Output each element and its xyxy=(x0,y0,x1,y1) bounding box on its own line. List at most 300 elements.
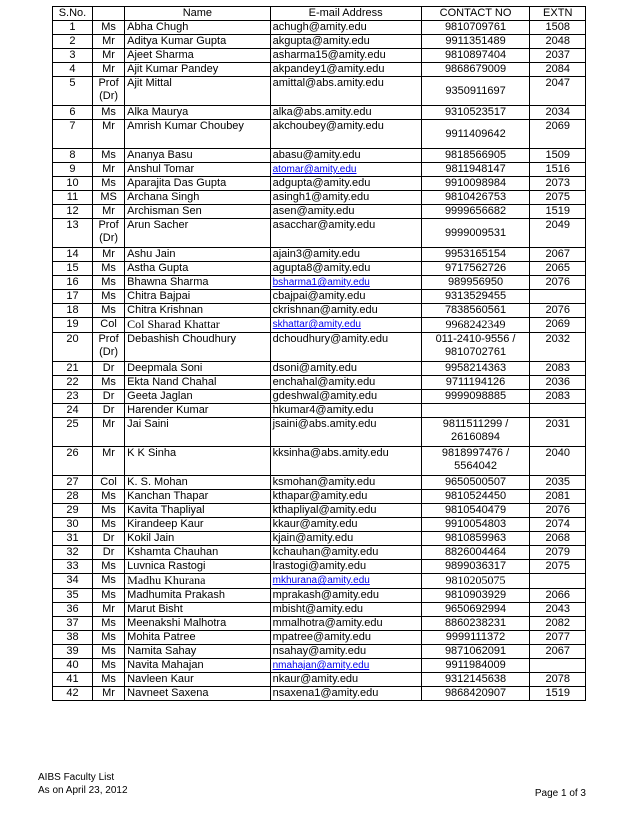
sno-cell-text: 11 xyxy=(66,191,79,203)
name-cell xyxy=(125,376,270,390)
extn-cell-text: 2049 xyxy=(545,219,570,231)
table-row xyxy=(53,106,586,120)
extn-cell xyxy=(530,106,586,120)
contact-cell xyxy=(421,574,530,589)
contact-cell xyxy=(421,603,530,617)
contact-cell xyxy=(421,418,530,447)
email-link[interactable]: atomar@amity.edu xyxy=(272,164,357,175)
title-cell-text: Dr xyxy=(102,404,115,416)
extn-cell-text: 1519 xyxy=(545,687,570,699)
sno-cell xyxy=(53,276,93,290)
title-cell xyxy=(92,617,124,631)
sno-cell-text: 2 xyxy=(69,35,76,47)
title-cell xyxy=(92,574,124,589)
extn-cell xyxy=(530,659,586,673)
contact-cell-text: 9810426753 xyxy=(444,191,507,203)
extn-cell xyxy=(530,673,586,687)
name-cell-text: Ajit Kumar Pandey xyxy=(127,63,219,75)
sno-cell xyxy=(53,318,93,333)
contact-cell xyxy=(421,77,530,106)
extn-cell xyxy=(530,518,586,532)
sno-cell-text: 22 xyxy=(66,376,79,388)
table-row xyxy=(53,687,586,701)
sno-cell xyxy=(53,49,93,63)
email-cell[interactable] xyxy=(270,163,421,177)
title-cell xyxy=(92,163,124,177)
name-cell-text: Anshul Tomar xyxy=(127,163,195,175)
email-cell xyxy=(270,304,421,318)
name-cell xyxy=(125,546,270,560)
email-cell-text: jsaini@abs.amity.edu xyxy=(272,418,377,430)
extn-cell-text: 2036 xyxy=(545,376,570,388)
sno-cell-text: 3 xyxy=(69,49,76,61)
email-cell xyxy=(270,63,421,77)
name-cell xyxy=(125,205,270,219)
sno-cell-text: 9 xyxy=(69,163,76,175)
name-cell-text: Kavita Thapliyal xyxy=(127,504,205,516)
title-cell-text: Ms xyxy=(101,659,116,671)
email-cell[interactable] xyxy=(270,318,421,333)
extn-cell xyxy=(530,205,586,219)
sno-cell-text: 7 xyxy=(69,120,76,132)
extn-cell-text: 2083 xyxy=(545,362,570,374)
title-cell-text: Ms xyxy=(101,518,116,530)
email-cell xyxy=(270,631,421,645)
name-cell xyxy=(125,504,270,518)
name-cell xyxy=(125,645,270,659)
contact-cell xyxy=(421,63,530,77)
extn-cell-text: 1516 xyxy=(545,163,570,175)
title-cell-text: Mr xyxy=(102,35,115,47)
email-cell-text: asen@amity.edu xyxy=(272,205,355,217)
email-cell xyxy=(270,333,421,362)
sno-cell xyxy=(53,191,93,205)
contact-cell xyxy=(421,276,530,290)
email-cell-text: kkaur@amity.edu xyxy=(272,518,358,530)
email-link[interactable]: mkhurana@amity.edu xyxy=(272,575,370,586)
contact-cell-text: 9910054803 xyxy=(444,518,507,530)
title-cell xyxy=(92,589,124,603)
extn-cell-text: 2082 xyxy=(545,617,570,629)
extn-cell-text: 2079 xyxy=(545,546,570,558)
email-cell-text: akpandey1@amity.edu xyxy=(272,63,385,75)
table-row xyxy=(53,631,586,645)
email-cell-text: kthapar@amity.edu xyxy=(272,490,368,502)
table-row xyxy=(53,21,586,35)
extn-cell xyxy=(530,645,586,659)
email-link[interactable]: nmahajan@amity.edu xyxy=(272,660,370,671)
email-cell-text: achugh@amity.edu xyxy=(272,21,367,33)
sno-cell-text: 29 xyxy=(66,504,79,516)
sno-cell-text: 42 xyxy=(66,687,79,699)
title-cell xyxy=(92,376,124,390)
email-cell-text: kthapliyal@amity.edu xyxy=(272,504,377,516)
email-cell xyxy=(270,120,421,149)
name-cell xyxy=(125,191,270,205)
name-cell xyxy=(125,404,270,418)
email-cell-text: ksmohan@amity.edu xyxy=(272,476,376,488)
name-cell-text: Aditya Kumar Gupta xyxy=(127,35,227,47)
contact-cell-text: 9910098984 xyxy=(444,177,507,189)
extn-cell-text: 2075 xyxy=(545,191,570,203)
sno-cell-text: 25 xyxy=(66,418,79,430)
email-cell xyxy=(270,219,421,248)
contact-cell xyxy=(421,49,530,63)
email-cell xyxy=(270,418,421,447)
title-cell-text: Ms xyxy=(101,617,116,629)
sno-cell-text: 26 xyxy=(66,447,79,459)
email-cell-text: adgupta@amity.edu xyxy=(272,177,371,189)
name-cell-text: Bhawna Sharma xyxy=(127,276,209,288)
name-cell-text: Arun Sacher xyxy=(127,219,189,231)
contact-cell-text: 9811948147 xyxy=(445,163,506,175)
sno-cell xyxy=(53,659,93,673)
sno-cell xyxy=(53,106,93,120)
title-cell-text: Ms xyxy=(101,304,116,316)
email-cell-text: asharma15@amity.edu xyxy=(272,49,386,61)
contact-cell-text: 8826004464 xyxy=(444,546,507,558)
name-cell xyxy=(125,290,270,304)
name-cell-text: Archana Singh xyxy=(127,191,200,203)
email-cell-text: lrastogi@amity.edu xyxy=(272,560,367,572)
name-cell-text: Jai Saini xyxy=(127,418,169,430)
sno-cell-text: 18 xyxy=(66,304,79,316)
email-cell xyxy=(270,687,421,701)
extn-cell-text: 2065 xyxy=(545,262,570,274)
email-cell xyxy=(270,490,421,504)
contact-cell-text: 9899036317 xyxy=(444,560,507,572)
table-row xyxy=(53,290,586,304)
title-cell xyxy=(92,404,124,418)
extn-cell-text: 1509 xyxy=(545,149,570,161)
sno-cell xyxy=(53,518,93,532)
name-cell-text: K. S. Mohan xyxy=(127,476,188,488)
name-cell xyxy=(125,476,270,490)
name-cell xyxy=(125,589,270,603)
contact-cell-text: 9968242349 xyxy=(445,317,506,331)
table-row xyxy=(53,376,586,390)
sno-cell xyxy=(53,645,93,659)
extn-cell-text: 2077 xyxy=(545,631,570,643)
email-cell-text: mprakash@amity.edu xyxy=(272,589,379,601)
sno-cell xyxy=(53,504,93,518)
name-cell xyxy=(125,21,270,35)
contact-cell xyxy=(421,304,530,318)
extn-cell-text: 2035 xyxy=(545,476,570,488)
title-cell-text: Ms xyxy=(101,262,116,274)
contact-cell xyxy=(421,318,530,333)
email-cell-text: kjain@amity.edu xyxy=(272,532,354,544)
email-cell[interactable] xyxy=(270,276,421,290)
title-cell xyxy=(92,418,124,447)
title-cell xyxy=(92,149,124,163)
name-cell-text: Ekta Nand Chahal xyxy=(127,376,217,388)
name-cell-text: K K Sinha xyxy=(127,447,177,459)
contact-cell xyxy=(421,645,530,659)
contact-cell-text: 9810709761 xyxy=(444,21,507,33)
sno-cell-text: 38 xyxy=(66,631,79,643)
sno-cell-text: 40 xyxy=(66,659,79,671)
contact-cell-text: 9810540479 xyxy=(444,504,507,516)
title-cell-text: Prof (Dr) xyxy=(98,219,119,244)
email-cell xyxy=(270,532,421,546)
table-row xyxy=(53,490,586,504)
title-cell-text: MS xyxy=(100,191,117,203)
contact-cell-text: 9999111372 xyxy=(445,631,506,643)
sno-cell-text: 23 xyxy=(66,390,79,402)
email-cell xyxy=(270,645,421,659)
extn-cell xyxy=(530,120,586,149)
contact-cell-text: 9999098885 xyxy=(444,390,507,402)
sno-cell xyxy=(53,177,93,191)
name-cell-text: Abha Chugh xyxy=(127,21,189,33)
table-row xyxy=(53,262,586,276)
title-cell xyxy=(92,106,124,120)
table-row xyxy=(53,205,586,219)
title-cell xyxy=(92,276,124,290)
extn-cell-text: 2043 xyxy=(545,603,570,615)
extn-cell xyxy=(530,490,586,504)
col-sno-header: S.No. xyxy=(53,7,93,21)
name-cell xyxy=(125,318,270,333)
email-cell-text: cbajpai@amity.edu xyxy=(272,290,366,302)
title-cell xyxy=(92,490,124,504)
extn-cell xyxy=(530,262,586,276)
title-cell-text: Mr xyxy=(102,603,115,615)
title-cell-text: Dr xyxy=(102,546,115,558)
table-body xyxy=(53,21,586,701)
title-cell xyxy=(92,63,124,77)
email-cell-text: mmalhotra@amity.edu xyxy=(272,617,383,629)
email-cell xyxy=(270,77,421,106)
sno-cell-text: 34 xyxy=(66,574,79,586)
email-cell-text: abasu@amity.edu xyxy=(272,149,361,161)
email-link[interactable]: skhattar@amity.edu xyxy=(272,319,361,330)
col-contact-header: CONTACT NO xyxy=(421,7,530,21)
contact-cell xyxy=(421,532,530,546)
email-cell-text: alka@abs.amity.edu xyxy=(272,106,372,118)
table-row xyxy=(53,518,586,532)
contact-cell xyxy=(421,35,530,49)
table-row xyxy=(53,276,586,290)
name-cell-text: Kirandeep Kaur xyxy=(127,518,204,530)
contact-cell xyxy=(421,589,530,603)
sno-cell xyxy=(53,219,93,248)
extn-cell xyxy=(530,276,586,290)
email-cell[interactable] xyxy=(270,659,421,673)
contact-cell-text: 9650692994 xyxy=(444,603,507,615)
extn-cell xyxy=(530,617,586,631)
contact-cell-text: 9350911697 xyxy=(445,84,506,97)
email-cell xyxy=(270,362,421,376)
name-cell-text: Marut Bisht xyxy=(127,603,183,615)
contact-cell-text: 9911409642 xyxy=(445,127,506,140)
email-cell xyxy=(270,248,421,262)
email-cell-text: ckrishnan@amity.edu xyxy=(272,304,378,316)
table-row xyxy=(53,77,586,106)
contact-cell xyxy=(421,163,530,177)
name-cell-text: Amrish Kumar Choubey xyxy=(127,120,244,132)
extn-cell xyxy=(530,560,586,574)
contact-cell xyxy=(421,262,530,276)
name-cell xyxy=(125,149,270,163)
email-cell xyxy=(270,191,421,205)
name-cell-text: Madhumita Prakash xyxy=(127,589,225,601)
name-cell-text: Ananya Basu xyxy=(127,149,193,161)
title-cell xyxy=(92,362,124,376)
email-cell-text: kksinha@abs.amity.edu xyxy=(272,447,389,459)
title-cell xyxy=(92,248,124,262)
email-cell xyxy=(270,589,421,603)
contact-cell-text: 9810524450 xyxy=(444,490,507,502)
contact-cell xyxy=(421,333,530,362)
contact-cell xyxy=(421,177,530,191)
extn-cell xyxy=(530,603,586,617)
title-cell-text: Ms xyxy=(101,21,116,33)
sno-cell xyxy=(53,687,93,701)
extn-cell xyxy=(530,290,586,304)
sno-cell xyxy=(53,77,93,106)
contact-cell xyxy=(421,376,530,390)
email-cell xyxy=(270,504,421,518)
table-row xyxy=(53,574,586,589)
title-cell xyxy=(92,120,124,149)
sno-cell-text: 27 xyxy=(66,476,79,488)
name-cell-text: Archisman Sen xyxy=(127,205,202,217)
extn-cell-text: 2067 xyxy=(545,645,570,657)
contact-cell xyxy=(421,617,530,631)
contact-cell xyxy=(421,149,530,163)
contact-cell xyxy=(421,390,530,404)
sno-cell-text: 28 xyxy=(66,490,79,502)
contact-cell-text: 9650500507 xyxy=(444,476,507,488)
contact-cell xyxy=(421,659,530,673)
name-cell xyxy=(125,35,270,49)
name-cell-text: Alka Maurya xyxy=(127,106,189,118)
table-row xyxy=(53,177,586,191)
title-cell xyxy=(92,560,124,574)
name-cell xyxy=(125,248,270,262)
extn-cell xyxy=(530,376,586,390)
sno-cell-text: 36 xyxy=(66,603,79,615)
contact-cell-text: 9810897404 xyxy=(444,49,507,61)
table-row xyxy=(53,603,586,617)
title-cell xyxy=(92,290,124,304)
extn-cell xyxy=(530,77,586,106)
extn-cell xyxy=(530,687,586,701)
contact-cell xyxy=(421,404,530,418)
extn-cell-text: 2037 xyxy=(545,49,570,61)
title-cell-text: Ms xyxy=(101,560,116,572)
email-cell xyxy=(270,106,421,120)
contact-cell-text: 9911984009 xyxy=(445,659,506,671)
sno-cell-text: 8 xyxy=(69,149,76,161)
title-cell xyxy=(92,262,124,276)
email-link[interactable]: bsharma1@amity.edu xyxy=(272,277,370,288)
extn-cell xyxy=(530,248,586,262)
contact-cell xyxy=(421,687,530,701)
name-cell-text: Chitra Krishnan xyxy=(127,304,203,316)
extn-cell xyxy=(530,219,586,248)
sno-cell-text: 41 xyxy=(66,673,79,685)
extn-cell xyxy=(530,546,586,560)
sno-cell-text: 13 xyxy=(66,219,79,231)
extn-cell xyxy=(530,418,586,447)
name-cell xyxy=(125,574,270,589)
contact-cell xyxy=(421,631,530,645)
extn-cell-text: 2076 xyxy=(545,304,570,316)
contact-cell-text: 9312145638 xyxy=(444,673,507,685)
contact-cell-text: 9999009531 xyxy=(444,226,507,239)
email-cell-text: akgupta@amity.edu xyxy=(272,35,370,47)
email-cell xyxy=(270,262,421,276)
extn-cell-text: 2073 xyxy=(545,177,570,189)
contact-cell-text: 9868679009 xyxy=(444,63,507,75)
sno-cell xyxy=(53,248,93,262)
extn-cell-text: 2075 xyxy=(545,560,570,572)
sno-cell xyxy=(53,418,93,447)
table-row xyxy=(53,191,586,205)
table-row xyxy=(53,63,586,77)
name-cell xyxy=(125,560,270,574)
extn-cell xyxy=(530,362,586,376)
email-cell-text: ajain3@amity.edu xyxy=(272,248,361,260)
title-cell-text: Prof (Dr) xyxy=(98,333,119,358)
title-cell xyxy=(92,191,124,205)
title-cell xyxy=(92,504,124,518)
extn-cell-text: 2047 xyxy=(545,77,570,89)
name-cell xyxy=(125,276,270,290)
email-cell[interactable] xyxy=(270,574,421,589)
table-row xyxy=(53,546,586,560)
title-cell-text: Mr xyxy=(102,205,115,217)
sno-cell xyxy=(53,333,93,362)
name-cell-text: Astha Gupta xyxy=(127,262,189,274)
sno-cell-text: 20 xyxy=(66,333,79,345)
table-row xyxy=(53,120,586,149)
name-cell xyxy=(125,304,270,318)
table-row xyxy=(53,333,586,362)
extn-cell xyxy=(530,404,586,418)
title-cell xyxy=(92,77,124,106)
sno-cell xyxy=(53,205,93,219)
extn-cell xyxy=(530,304,586,318)
title-cell-text: Col xyxy=(100,476,117,488)
extn-cell-text: 2076 xyxy=(545,276,570,288)
title-cell-text: Col xyxy=(100,318,117,330)
name-cell xyxy=(125,120,270,149)
table-row xyxy=(53,504,586,518)
name-cell-text: Col Sharad Khattar xyxy=(127,317,220,331)
extn-cell-text: 2069 xyxy=(545,318,570,330)
sno-cell xyxy=(53,304,93,318)
sno-cell xyxy=(53,631,93,645)
email-cell-text: amittal@abs.amity.edu xyxy=(272,77,384,89)
title-cell xyxy=(92,447,124,476)
name-cell xyxy=(125,673,270,687)
email-cell-text: hkumar4@amity.edu xyxy=(272,404,374,416)
contact-cell-text: 9717562726 xyxy=(444,262,507,274)
contact-cell xyxy=(421,248,530,262)
extn-cell-text: 2074 xyxy=(545,518,570,530)
contact-cell xyxy=(421,106,530,120)
extn-cell-text: 2066 xyxy=(545,589,570,601)
sno-cell xyxy=(53,149,93,163)
email-cell xyxy=(270,290,421,304)
name-cell xyxy=(125,603,270,617)
contact-cell-text: 9953165154 xyxy=(444,248,507,260)
name-cell-text: Chitra Bajpai xyxy=(127,290,191,302)
